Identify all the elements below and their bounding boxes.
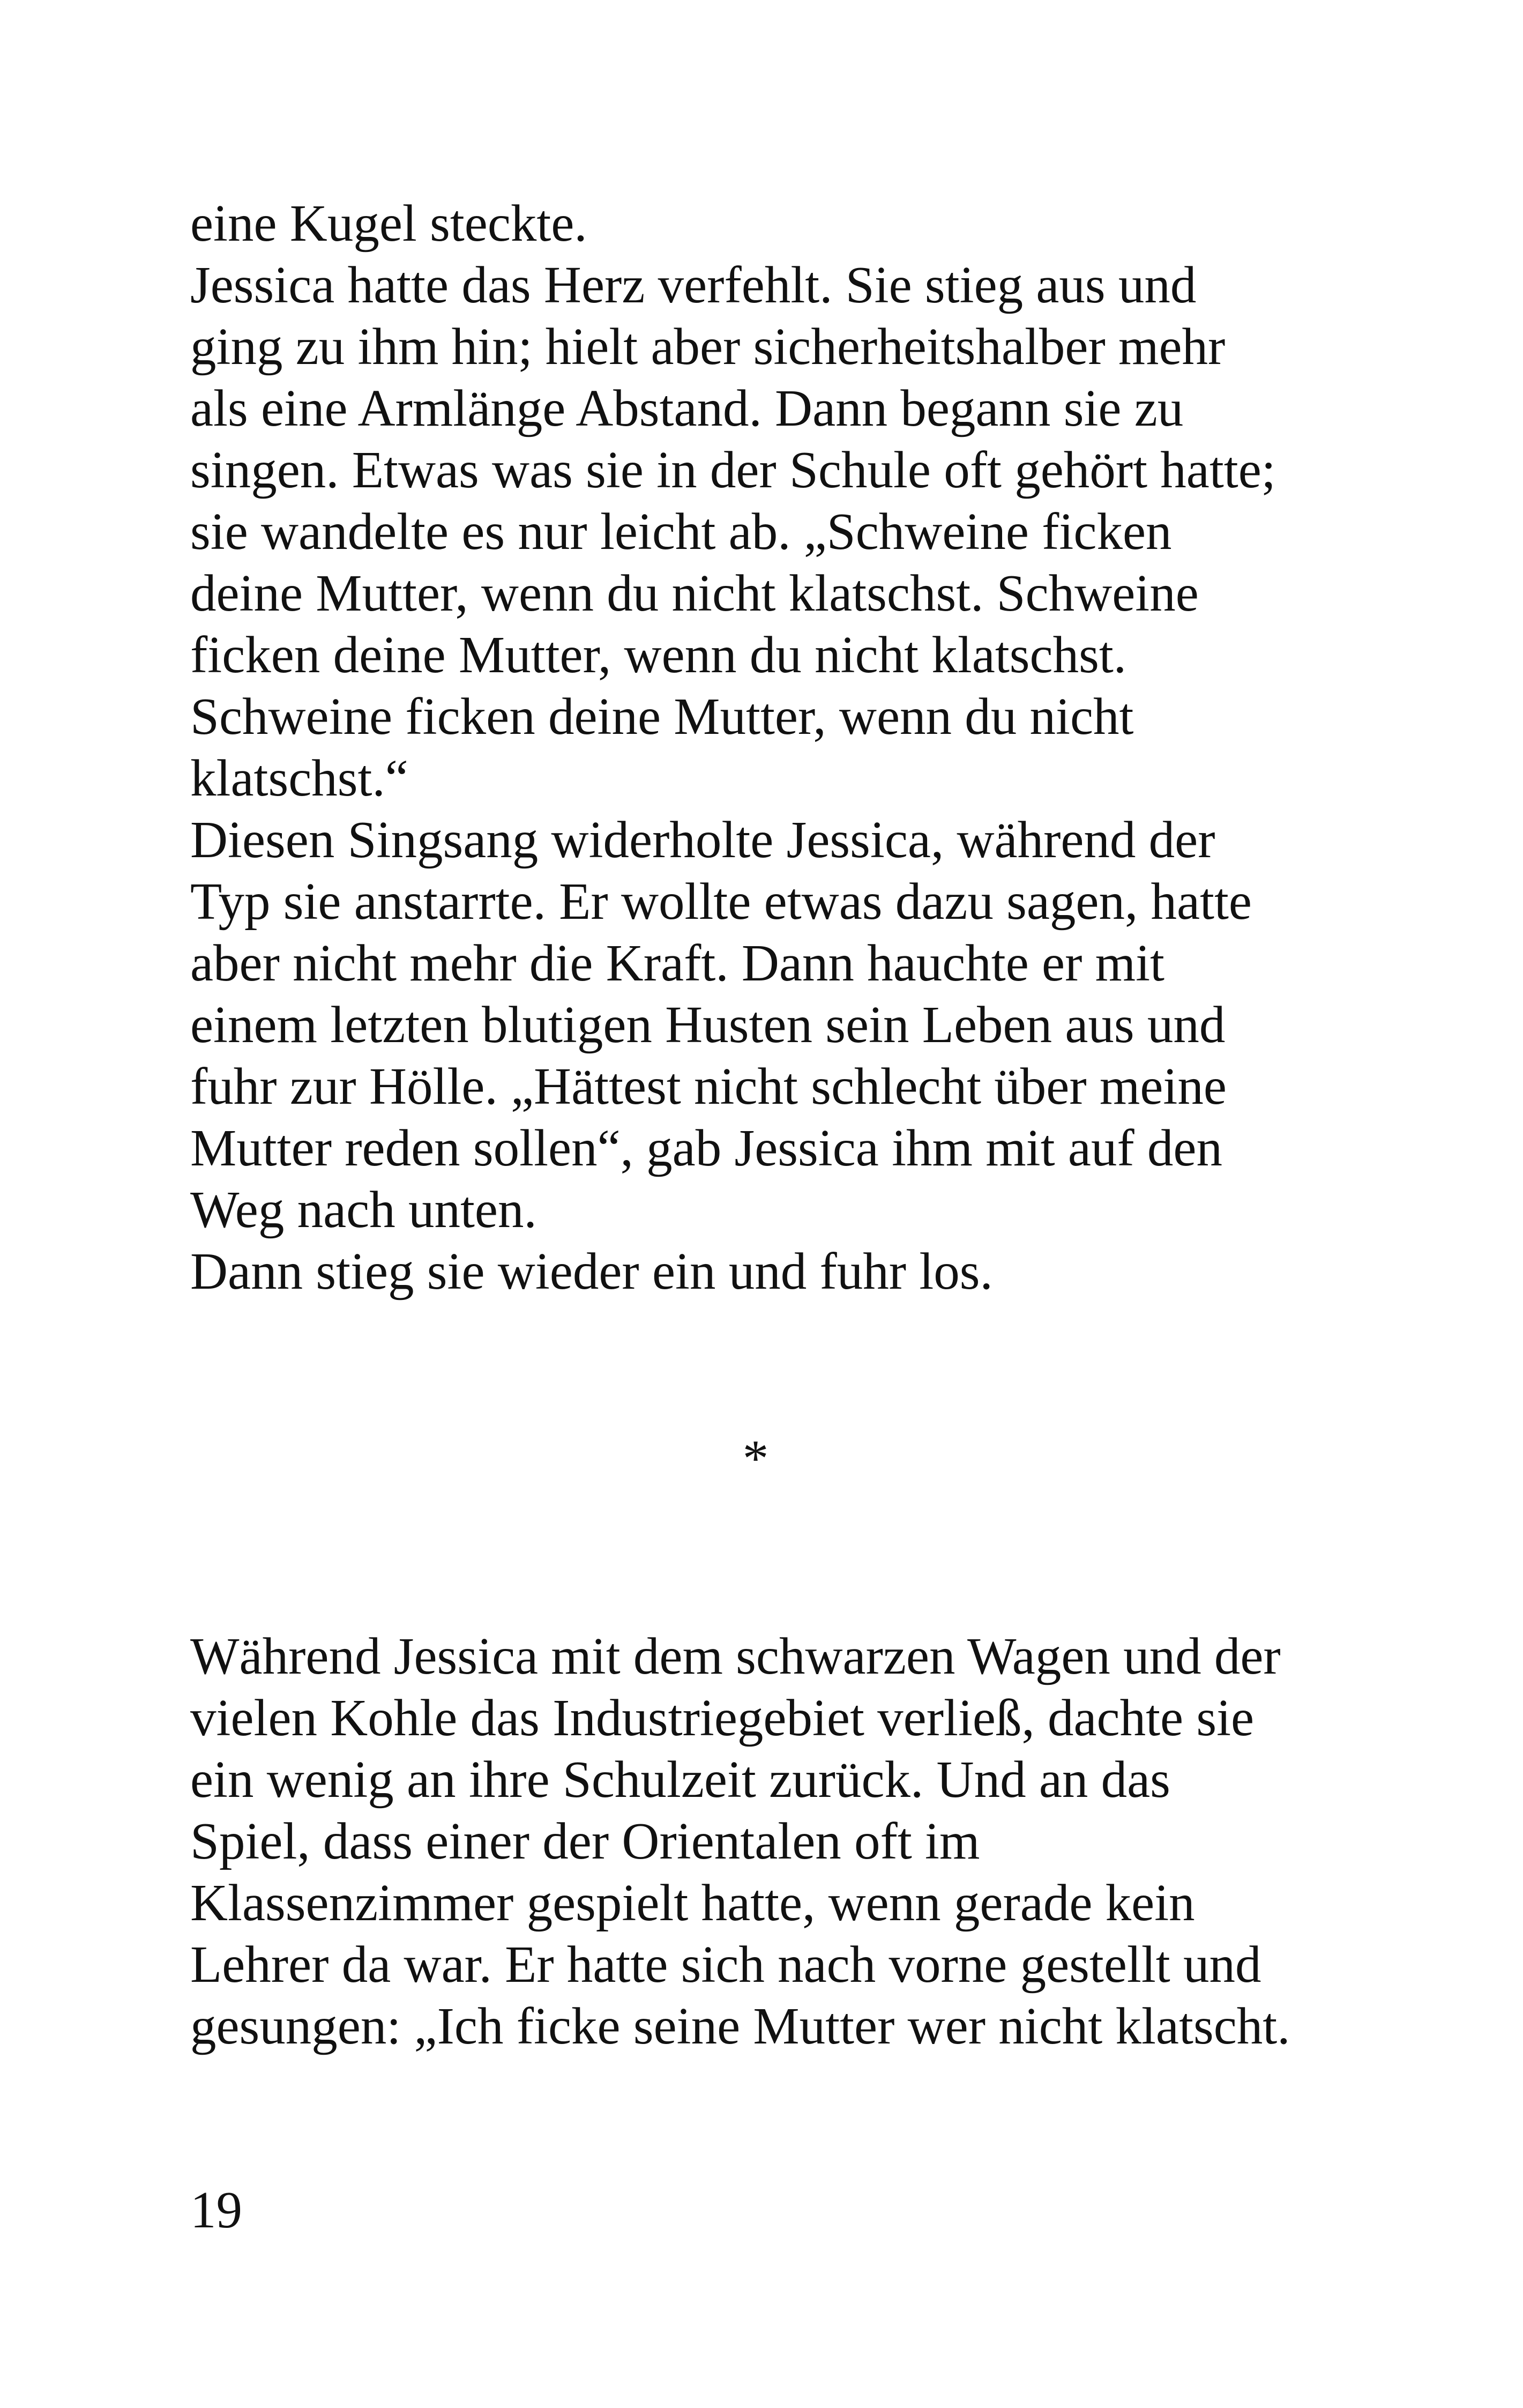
section-separator: *: [742, 1430, 769, 1487]
text-line: Diesen Singsang widerholte Jessica, während der: [190, 811, 1215, 868]
page-number: 19: [190, 2181, 242, 2239]
text-line: Dann stieg sie wieder ein und fuhr los.: [190, 1243, 993, 1300]
text-line: Klassenzimmer gespielt hatte, wenn gerade kein: [190, 1874, 1195, 1931]
text-line: singen. Etwas was sie in der Schule oft gehört hatte;: [190, 441, 1276, 499]
text-line: Während Jessica mit dem schwarzen Wagen und der: [190, 1627, 1281, 1685]
text-line: Schweine ficken deine Mutter, wenn du nicht: [190, 688, 1134, 745]
text-line: gesungen: „Ich ficke seine Mutter wer nicht klatscht.: [190, 1997, 1290, 2055]
text-line: Spiel, dass einer der Orientalen oft im: [190, 1812, 980, 1870]
text-line: ein wenig an ihre Schulzeit zurück. Und an das: [190, 1751, 1170, 1808]
paragraph-block-2: [190, 1625, 1358, 2057]
text-line: ging zu ihm hin; hielt aber sicherheitshalber mehr: [190, 318, 1226, 375]
text-line: deine Mutter, wenn du nicht klatschst. Schweine: [190, 564, 1199, 622]
text-line: vielen Kohle das Industriegebiet verließ, dachte sie: [190, 1689, 1255, 1746]
text-line: einem letzten blutigen Husten sein Leben aus und: [190, 996, 1226, 1053]
paragraph-block-1: [190, 192, 1358, 1302]
text-line: klatschst.“: [190, 749, 408, 807]
text-line: Mutter reden sollen“, gab Jessica ihm mit auf den: [190, 1119, 1222, 1177]
text-line: sie wandelte es nur leicht ab. „Schweine ficken: [190, 503, 1172, 560]
text-line: Lehrer da war. Er hatte sich nach vorne gestellt und: [190, 1936, 1261, 1993]
text-line: fuhr zur Hölle. „Hättest nicht schlecht über meine: [190, 1058, 1227, 1115]
text-line: Jessica hatte das Herz verfehlt. Sie stieg aus und: [190, 256, 1197, 314]
text-line: eine Kugel steckte.: [190, 195, 587, 252]
text-line: Typ sie anstarrte. Er wollte etwas dazu sagen, hatte: [190, 873, 1252, 930]
text-line: Weg nach unten.: [190, 1181, 537, 1238]
text-line: aber nicht mehr die Kraft. Dann hauchte er mit: [190, 934, 1164, 992]
text-line: ficken deine Mutter, wenn du nicht klatschst.: [190, 626, 1127, 683]
text-line: als eine Armlänge Abstand. Dann begann sie zu: [190, 380, 1184, 437]
